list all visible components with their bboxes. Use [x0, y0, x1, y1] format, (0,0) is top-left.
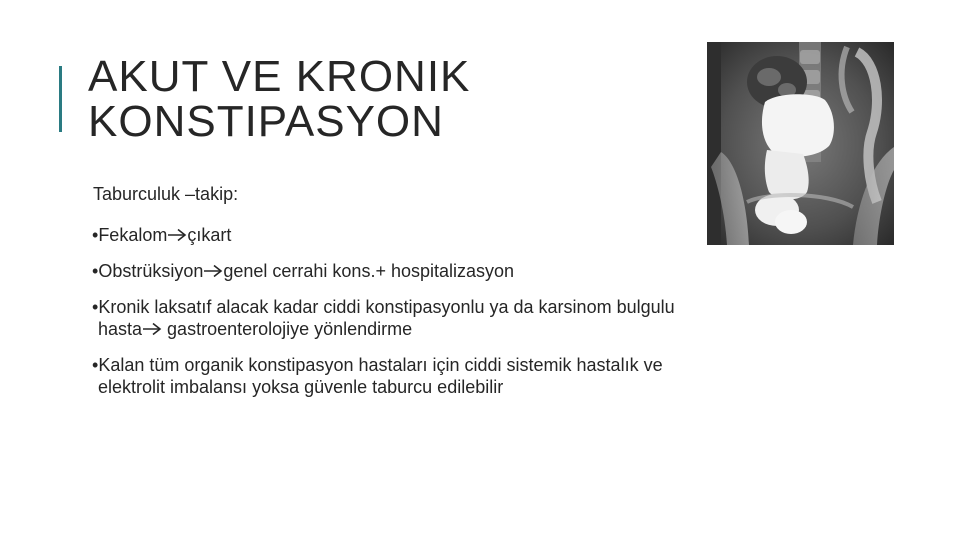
list-item: [86, 260, 806, 282]
bullet-text-after: gastroenterolojiye yönlendirme: [162, 319, 413, 339]
list-item: [86, 354, 806, 398]
bullet-text-before: Obstrüksiyon: [98, 261, 204, 281]
title-line-1: AKUT VE KRONIK: [88, 52, 471, 101]
bullet-dot: •: [92, 225, 99, 245]
subtitle: Taburculuk –takip:: [93, 184, 239, 204]
bullet-text-after: çıkart: [187, 225, 232, 245]
bullet-text-before: Fekalom: [98, 225, 168, 245]
bullet-dot: •: [92, 355, 99, 375]
bullet-list: [86, 224, 806, 412]
slide-title: [88, 54, 648, 144]
arrow-right-icon: [167, 228, 187, 242]
title-accent-bar: [59, 66, 62, 132]
arrow-right-icon: [142, 322, 162, 336]
abdominal-xray-image: [707, 42, 894, 245]
title-line-2: KONSTIPASYON: [88, 97, 444, 146]
bullet-text-line-1: Kronik laksatıf alacak kadar ciddi konstipasyonlu ya da karsinom bulgulu: [98, 297, 675, 317]
xray-illustration: [707, 42, 894, 245]
bullet-text-line-2: elektrolit imbalansı yoksa güvenle taburcu edilebilir: [98, 377, 504, 397]
list-item: [86, 296, 806, 340]
bullet-dot: •: [92, 297, 99, 317]
arrow-right-icon: [203, 264, 223, 278]
bullet-dot: •: [92, 261, 99, 281]
list-item: [86, 224, 806, 246]
bullet-text-line-2: hasta: [98, 319, 143, 339]
bullet-text-after: genel cerrahi kons.+ hospitalizasyon: [223, 261, 515, 281]
bullet-text-line-1: Kalan tüm organik konstipasyon hastaları için ciddi sistemik hastalık ve: [98, 355, 663, 375]
